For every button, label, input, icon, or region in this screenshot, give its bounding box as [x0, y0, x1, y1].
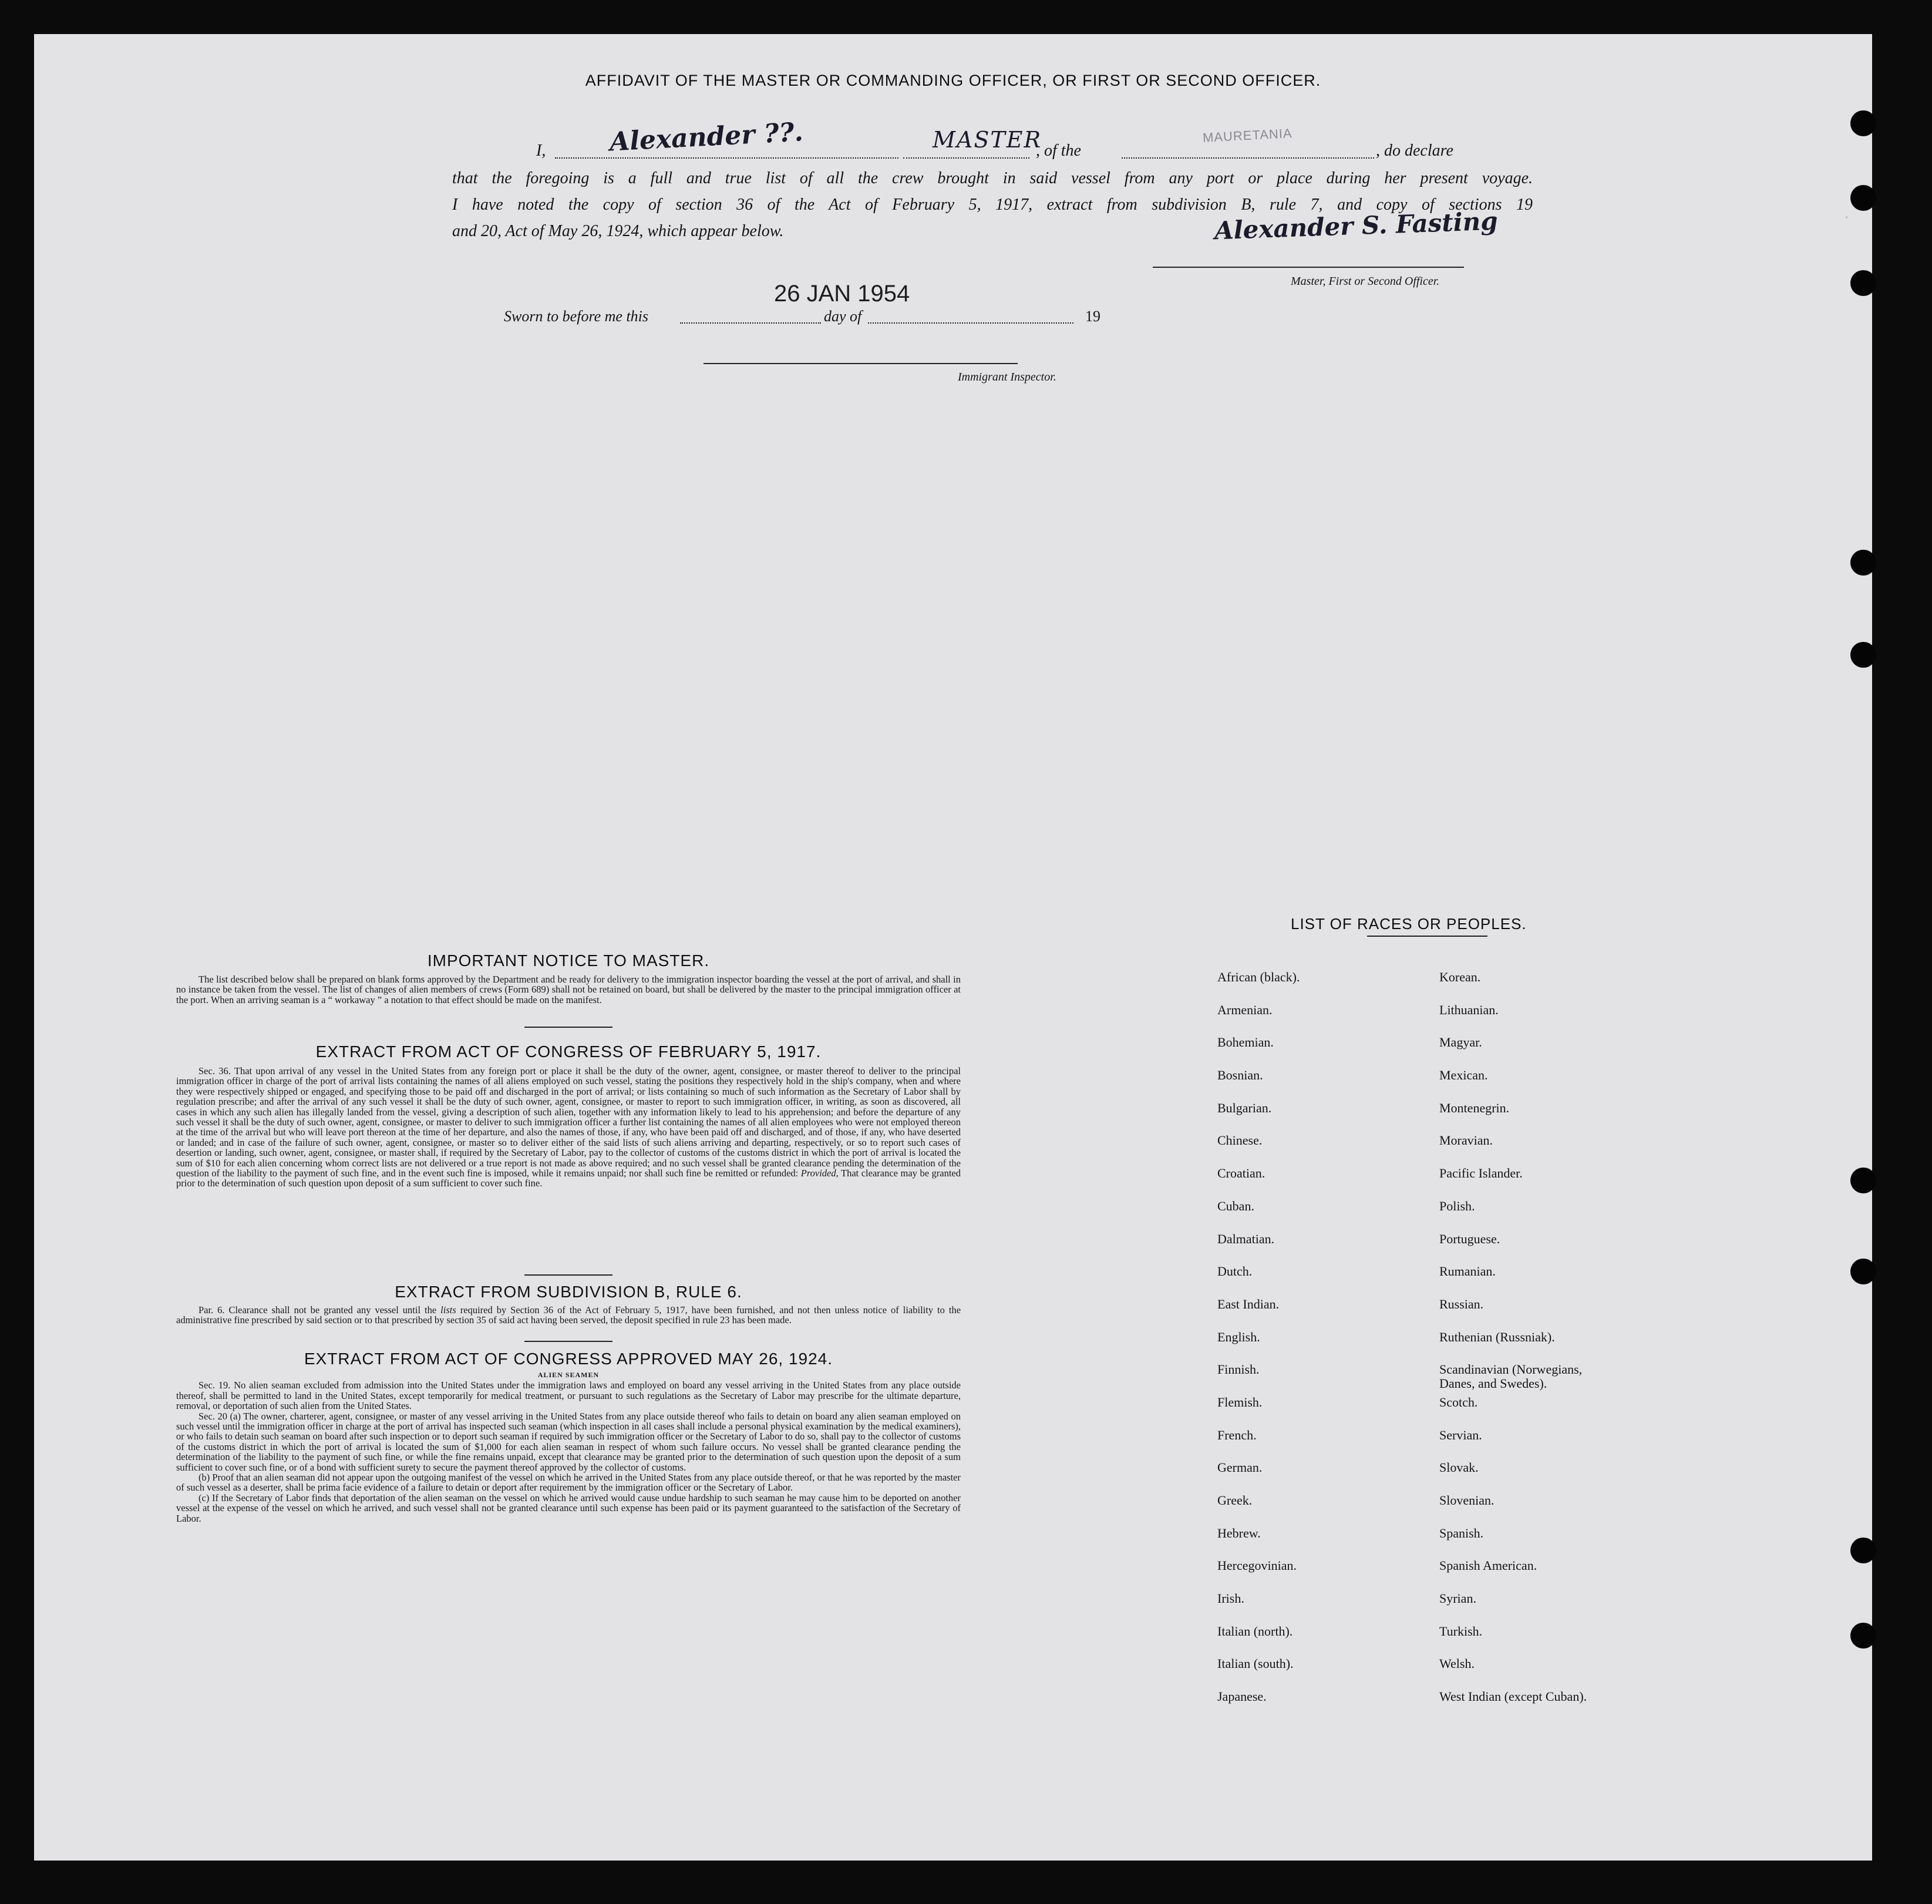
races-title: LIST OF RACES OR PEOPLES.: [1291, 915, 1527, 933]
race-item: Lithuanian.: [1439, 1002, 1499, 1017]
signature-line: [1153, 267, 1464, 268]
race-item: Bohemian.: [1217, 1035, 1274, 1050]
extract-1917-title: EXTRACT FROM ACT OF CONGRESS OF FEBRUARY 5, 1917.: [315, 1042, 822, 1061]
binder-hole: [1850, 185, 1876, 211]
document-page: [34, 34, 1872, 1861]
race-item: Servian.: [1439, 1427, 1482, 1442]
race-item: Slovenian.: [1439, 1493, 1495, 1508]
master-name-handwritten: Alexander ??.: [608, 117, 804, 157]
race-item: Syrian.: [1439, 1591, 1476, 1606]
title-blank-line: [903, 157, 1029, 159]
race-item: Bosnian.: [1217, 1068, 1263, 1083]
affidavit-heading: AFFIDAVIT OF THE MASTER OR COMMANDING OFFICER, OR FIRST OR SECOND OFFICER.: [585, 72, 1321, 89]
affidavit-line-2: that the foregoing is a full and true list of all the crew brought in said vessel from any port or place during her present voyage.: [452, 169, 1533, 187]
notice-body-text: The list described below shall be prepared on blank forms approved by the Department and be ready for delivery to the immigration inspector boarding the vessel at the port of arrival, and shall in no instance be taken from the vessel. The list of changes of alien members of crews (Form 689) shall not be retained on board, but shall be delivered by the master to the principal immigration officer at the port. When an arriving seaman is a “ workaway ” a notation to that effect should be made on the manifest.: [176, 974, 961, 1005]
bleed-through-mark: ·: [1843, 210, 1851, 225]
race-item: English.: [1217, 1329, 1260, 1344]
race-item: Irish.: [1217, 1591, 1244, 1606]
name-blank-line: [555, 157, 898, 159]
race-item: Cuban.: [1217, 1198, 1254, 1213]
binder-hole: [1850, 642, 1876, 668]
race-item: French.: [1217, 1427, 1257, 1442]
race-item: Welsh.: [1439, 1656, 1475, 1671]
race-item: Greek.: [1217, 1493, 1253, 1508]
race-item: East Indian.: [1217, 1296, 1280, 1311]
race-item: Polish.: [1439, 1198, 1475, 1213]
affidavit-i-label: I,: [536, 142, 546, 160]
master-signature: Alexander S. Fasting: [1214, 206, 1499, 245]
sworn-text: Sworn to before me this: [504, 308, 649, 325]
subdivision-b-text: Par. 6. Clearance shall not be granted any vessel until the: [198, 1304, 437, 1316]
extract-1924-body: [176, 1370, 961, 1523]
race-item: Dalmatian.: [1217, 1231, 1275, 1246]
race-item: Portuguese.: [1439, 1231, 1500, 1246]
race-item: Russian.: [1439, 1296, 1484, 1311]
race-item: Slovak.: [1439, 1460, 1479, 1475]
provided-word: Provided,: [800, 1168, 839, 1179]
binder-hole: [1850, 1168, 1876, 1193]
master-title-handwritten: MASTER: [933, 127, 1042, 153]
race-item: Bulgarian.: [1217, 1100, 1272, 1115]
sworn-month-line: [868, 322, 1073, 324]
race-item: Hercegovinian.: [1217, 1558, 1297, 1573]
divider: [524, 1274, 612, 1276]
subdivision-b-text-end: required by Section 36 of the Act of February 5, 1917, have been furnished, and not then unless notice of liability to the administrative fine prescribed by said section or to that prescribed by section 35 of said act having been served, the deposit specified in rule 23 has been made.: [176, 1304, 961, 1326]
race-item: Montenegrin.: [1439, 1100, 1510, 1115]
inspector-caption: Immigrant Inspector.: [958, 371, 1056, 384]
race-item: Spanish American.: [1439, 1558, 1537, 1573]
race-item: Scotch.: [1439, 1394, 1478, 1410]
binder-hole: [1850, 270, 1876, 296]
affidavit-of-the: , of the: [1036, 142, 1081, 160]
race-item: Hebrew.: [1217, 1525, 1261, 1540]
race-item: Japanese.: [1217, 1689, 1267, 1704]
race-item: Pacific Islander.: [1439, 1166, 1523, 1181]
section-20b-text: (b) Proof that an alien seaman did not appear upon the outgoing manifest of the vessel on which he arrived in the United States from any place outside thereof, or that he was reported by the master of such vessel as a deserter, shall be prima facie evidence of a failure to detain or deport after requirement by the immigration officer or the Secretary of Labor.: [176, 1472, 961, 1493]
race-item: Ruthenian (Russniak).: [1439, 1329, 1555, 1344]
race-item: Rumanian.: [1439, 1264, 1496, 1279]
race-item: Finnish.: [1217, 1362, 1260, 1377]
race-item: Italian (south).: [1217, 1656, 1294, 1671]
notice-title: IMPORTANT NOTICE TO MASTER.: [427, 951, 710, 970]
extract-1917-body: [176, 1066, 961, 1189]
race-item: African (black).: [1217, 970, 1300, 984]
divider: [524, 1341, 612, 1342]
race-item: West Indian (except Cuban).: [1439, 1689, 1587, 1704]
race-item: Magyar.: [1439, 1035, 1482, 1050]
affidavit-do-declare: , do declare: [1376, 142, 1453, 160]
vessel-stamp: MAURETANIA: [1202, 126, 1293, 145]
alien-seamen-subtitle: ALIEN SEAMEN: [537, 1371, 600, 1379]
race-item: Moravian.: [1439, 1133, 1493, 1148]
binder-hole: [1850, 1623, 1876, 1649]
binder-hole: [1850, 1259, 1876, 1284]
race-item: Spanish.: [1439, 1525, 1484, 1540]
race-item: Turkish.: [1439, 1623, 1483, 1639]
inspector-line: [704, 363, 1018, 364]
races-title-underline: [1367, 936, 1487, 937]
vessel-blank-line: [1122, 157, 1374, 159]
race-item: Armenian.: [1217, 1002, 1273, 1017]
race-item: German.: [1217, 1460, 1263, 1475]
subdivision-b-body: [176, 1305, 961, 1326]
affidavit-line-3: I have noted the copy of section 36 of the Act of February 5, 1917, extract from subdivision B, rule 7, and copy of sections 19: [452, 196, 1533, 214]
extract-1917-text: Sec. 36. That upon arrival of any vessel in the United States from any foreign port or place it shall be the duty of the owner, agent, consignee, or master thereof to deliver to the principal immigration officer in charge of the port of arrival lists containing the names of all aliens employed on such vessel, stating the positions they respectively hold in the ship's company, when and where they were respectively shipped or engaged, and specifying those to be paid off and discharged in the port of arrival; or lists containing so much of such information as the Secretary of Labor shall by regulation prescribe; and after the arrival of any such vessel it shall be the duty of such owner, agent, consignee, or master to report to such immigration officer, in writing, as soon as discovered, all cases in which any such alien has illegally landed from the vessel, giving a description of such alien, together with any information likely to lead to his apprehension; and before the departure of any such vessel it shall be the duty of such owner, agent, consignee, or master to deliver to such immigration officer a further list containing the names of all alien employees who were not employed thereon at the time of the arrival but who will leave port thereon at the time of her departure, and also the names of those, if any, who have been paid off and discharged, and of those, if any, who have deserted or landed; and in case of the failure of such owner, agent, consignee, or master so to deliver either of the said lists of such aliens arriving and departing, respectively, or so to report such cases of desertion or landing, such owner, agent, consignee, or master shall, if required by the Secretary of Labor, pay to the collector of customs of the customs district in which the port of arrival is located the sum of $10 for each alien concerning whom correct lists are not delivered or a true report is not made as above required; and no such vessel shall be granted clearance pending the determination of the question of the liability to the payment of such fine, and in the event such fine is imposed, while it remains unpaid; nor shall such fine be remitted or refunded:: [176, 1065, 961, 1179]
extract-1924-title: EXTRACT FROM ACT OF CONGRESS APPROVED MAY 26, 1924.: [304, 1350, 833, 1368]
race-item: Mexican.: [1439, 1068, 1488, 1083]
section-19-text: Sec. 19. No alien seaman excluded from admission into the United States under the immigration laws and employed on board any vessel arriving in the United States from any place outside thereof, shall be permitted to land in the United States, except temporarily for medical treatment, or pursuant to such regulations as the Secretary of Labor may prescribe for the ultimate departure, removal, or deportation of such alien from the United States.: [176, 1380, 961, 1412]
race-item: Italian (north).: [1217, 1623, 1293, 1639]
extract-1917-text-end: That clearance may be granted prior to the determination of such question upon deposit of a sum sufficient to cover such fine.: [176, 1168, 961, 1189]
race-item: Scandinavian (Norwegians, Danes, and Swedes).: [1439, 1362, 1583, 1391]
sworn-day-of: day of: [824, 308, 862, 325]
binder-hole: [1850, 550, 1876, 576]
signature-caption: Master, First or Second Officer.: [1291, 275, 1440, 288]
race-item: Croatian.: [1217, 1166, 1265, 1181]
race-item: Dutch.: [1217, 1264, 1253, 1279]
binder-hole: [1850, 1538, 1876, 1563]
section-20c-text: (c) If the Secretary of Labor finds that deportation of the alien seaman on the vessel on which he arrived would cause undue hardship to such seaman he may cause him to be deported on another vessel at the expense of the vessel on which he arrived, and such vessel shall not be granted clearance until such expense has been paid or its payment guaranteed to the satisfaction of the Secretary of Labor.: [176, 1492, 961, 1524]
race-item: Chinese.: [1217, 1133, 1263, 1148]
affidavit-line-4: and 20, Act of May 26, 1924, which appear below.: [452, 222, 784, 240]
race-item: Flemish.: [1217, 1394, 1263, 1410]
races-left-column: [1217, 970, 1300, 1723]
sworn-day-line: [680, 322, 821, 324]
notice-body: [176, 974, 961, 1005]
section-20a-text: Sec. 20 (a) The owner, charterer, agent, consignee, or master of any vessel arriving in the United States from any place outside thereof who fails to detain on board any alien seaman employed on such vessel until the immigration officer in charge at the port of arrival has inspected such seaman (which inspection in all cases shall include a personal physical examination by the medical examiners), or who fails to detain such seaman on board after such inspection or to deport such seaman if required by such immigration officer or the Secretary of Labor to do so, shall pay to the collector of customs of the customs district in which the port of arrival is located the sum of $1,000 for each alien seaman in respect of whom such failure occurs. No vessel shall be granted clearance pending the determination of the liability to the payment of such fine, or while the fine remains unpaid, except that clearance may be granted prior to the determination of such question upon the deposit of a sum sufficient to cover such fine, or of a bond with sufficient surety to secure the payment thereof approved by the collector of customs.: [176, 1410, 961, 1473]
binder-hole: [1850, 110, 1876, 136]
lists-word: lists: [440, 1304, 456, 1316]
divider: [524, 1027, 612, 1028]
race-item: Korean.: [1439, 970, 1481, 984]
races-right-column: [1439, 970, 1615, 1723]
subdivision-b-title: EXTRACT FROM SUBDIVISION B, RULE 6.: [395, 1283, 742, 1301]
date-stamp: 26 JAN 1954: [774, 281, 910, 307]
sworn-year: 19: [1085, 308, 1100, 325]
